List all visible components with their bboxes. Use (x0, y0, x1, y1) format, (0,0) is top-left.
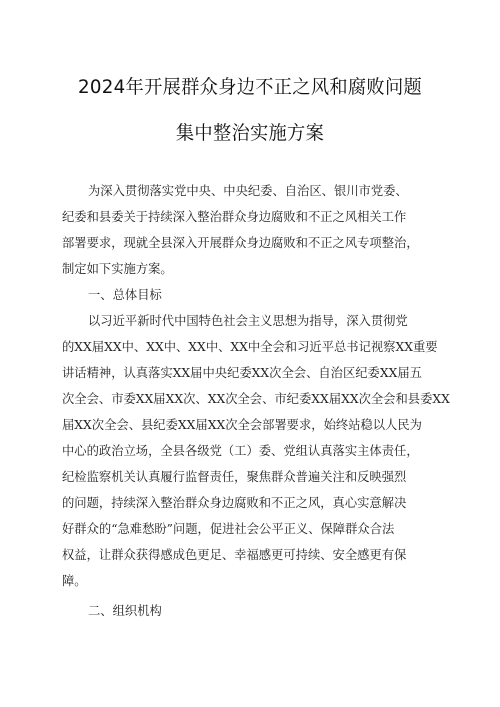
paragraph-line: 的XX届XX中、XX中、XX中、XX中全会和习近平总书记视察XX重要 (62, 340, 438, 354)
paragraph-line: 为深入贯彻落实党中央、中央纪委、自治区、银川市党委、 (88, 184, 408, 198)
section-heading-organization: 二、组织机构 (88, 604, 162, 618)
document-title-line-1: 2024年开展群众身边不正之风和腐败问题 (77, 76, 423, 98)
paragraph-line: 纪委和县委关于持续深入整治群众身边腐败和不正之风相关工作 (62, 210, 407, 224)
paragraph-line: 的问题，持续深入整治群众身边腐败和不正之风，真心实意解决 (62, 496, 407, 510)
paragraph-line: 讲话精神，认真落实XX届中央纪委XX次全会、自治区纪委XX届五 (62, 366, 422, 380)
paragraph-line: 届XX次全会、县纪委XX届XX次全会部署要求，始终站稳以人民为 (62, 418, 422, 432)
paragraph-line: 以习近平新时代中国特色社会主义思想为指导，深入贯彻党 (88, 314, 408, 328)
paragraph-line: 障。 (62, 574, 87, 588)
paragraph-line: 制定如下实施方案。 (62, 262, 173, 276)
paragraph-line: 权益，让群众获得感成色更足、幸福感更可持续、安全感更有保 (62, 548, 407, 562)
paragraph-line: 中心的政治立场，全县各级党（工）委、党组认真落实主体责任， (62, 444, 419, 458)
paragraph-line: 次全会、市委XX届XX次、XX次全会、市纪委XX届XX次全会和县委XX (62, 392, 450, 406)
section-heading-overall-goal: 一、总体目标 (88, 288, 162, 302)
paragraph-line: 纪检监察机关认真履行监督责任，聚焦群众普遍关注和反映强烈 (62, 470, 407, 484)
paragraph-line: 部署要求，现就全县深入开展群众身边腐败和不正之风专项整治， (62, 236, 419, 250)
document-title-line-2: 集中整治实施方案 (175, 122, 325, 144)
paragraph-line: 好群众的“急难愁盼”问题，促进社会公平正义、保障群众合法 (62, 522, 395, 536)
